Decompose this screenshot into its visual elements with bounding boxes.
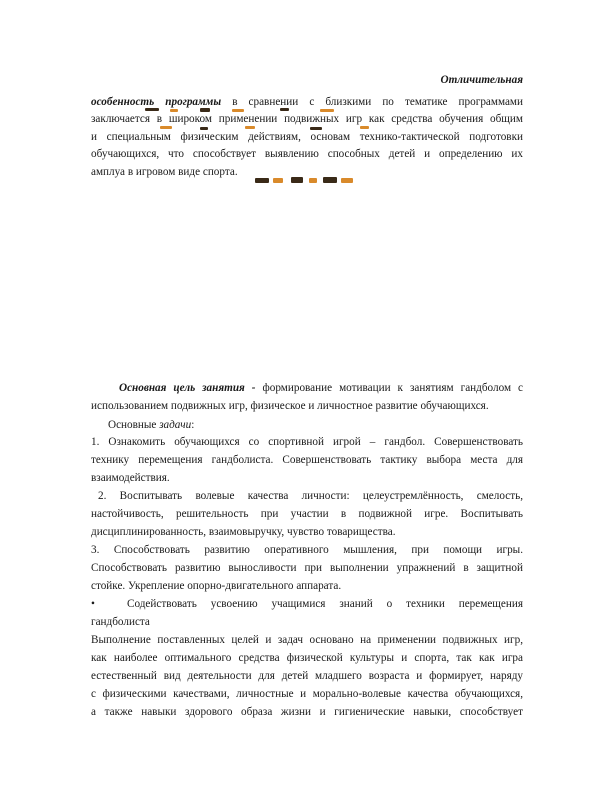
goal-line-2: использованием подвижных игр, физическое и личностное развитие обучающихся. (91, 400, 489, 412)
intro-heading (91, 73, 523, 87)
closing-line-3: естественный вид деятельности для детей младшего возраста и формирует, наряду (91, 670, 523, 682)
intro-heading-text: Отличительная (440, 74, 523, 86)
intro-line-5: амплуа в игровом виде спорта. (91, 166, 238, 178)
tasks-lead (108, 418, 540, 432)
tasks-lead-emphasis: задачи (159, 419, 192, 431)
task-4-line-1: Содействовать усвоению учащимися знаний о техники перемещения (127, 598, 523, 610)
closing-line-1: Выполнение поставленных целей и задач основано на применении подвижных игр, (91, 634, 523, 646)
task-3-line-3: стойке. Укрепление опорно-двигательного аппарата. (91, 580, 342, 592)
task-2-line-1: 2. Воспитывать волевые качества личности: целеустремлённость, смелость, (98, 490, 523, 502)
task-2-line-2: настойчивость, решительность при участии в подвижной игре. Воспитывать (91, 508, 523, 520)
task-1-line-1: 1. Ознакомить обучающихся со спортивной игрой – гандбол. Совершенствовать (91, 436, 523, 448)
task-4-bullet: • (91, 598, 95, 610)
tasks-lead-plain: Основные (108, 419, 157, 431)
closing-line-2: как наиболее оптимального средства физической культуры и спорта, так как игра (91, 652, 523, 664)
intro-emphasis: особенность программы (91, 96, 222, 108)
task-3-line-1: 3. Способствовать развитию оперативного мышления, при помощи игры. (91, 544, 523, 556)
intro-line-1-rest: в сравнении с близкими по тематике программами (232, 96, 523, 108)
intro-line-1 (91, 95, 523, 109)
closing-line-5: а также навыки здорового образа жизни и гигиенические навыки, способствует (91, 706, 523, 718)
task-1-line-2: технику перемещения гандболиста. Совершенствовать тактику выбора места для (91, 454, 523, 466)
task-4-line-2: гандболиста (91, 616, 150, 628)
goal-line-1 (91, 381, 523, 395)
goal-label: Основная цель занятия - (119, 382, 256, 394)
task-2-line-3: дисциплинированность, взаимовыручку, чувство товарищества. (91, 526, 396, 538)
tasks-lead-colon: : (191, 419, 195, 431)
intro-line-4: обучающихся, что способствует выявлению способных детей и определению их (91, 148, 523, 160)
goal-text-1: формирование мотивации к занятиям гандболом с (262, 382, 523, 394)
task-1-line-3: взаимодействия. (91, 472, 170, 484)
closing-line-4: с физическими качествами, личностные и морально-волевые качества обучающихся, (91, 688, 523, 700)
task-3-line-2: Способствовать развитию выносливости при выполнении упражнений в защитной (91, 562, 523, 574)
intro-line-2: заключается в широком применении подвижных игр как средства обучения общим (91, 113, 523, 125)
intro-line-3: и специальным физическим действиям, основам технико-тактической подготовки (91, 131, 523, 143)
